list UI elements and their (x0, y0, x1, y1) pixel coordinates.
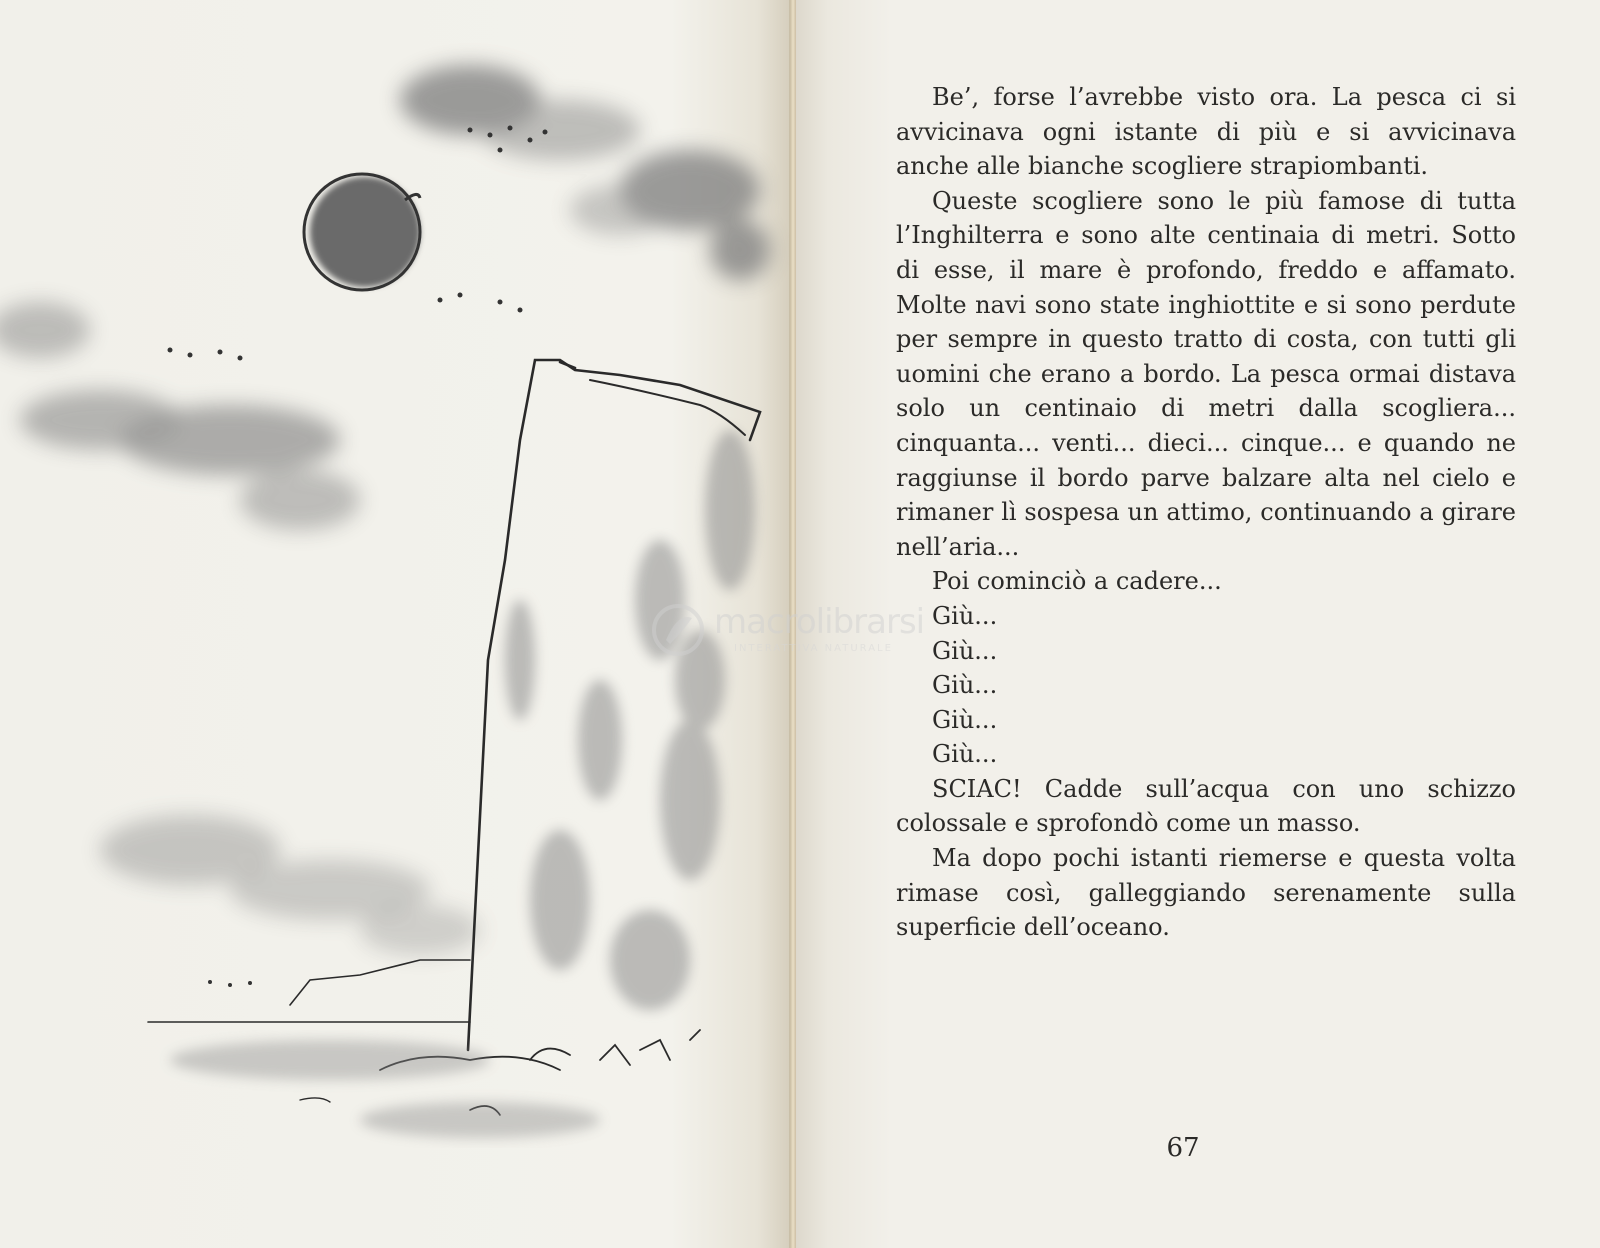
paragraph: Poi cominciò a cadere... (932, 567, 1222, 596)
paragraph: Be’, forse l’avrebbe visto ora. La pesca ci si avvicinava ogni istante di più e si avvicinava anche alle bianche scogliere strapiombanti. (896, 83, 1516, 181)
paragraph: SCIAC! Cadde sull’acqua con uno schizzo colossale e sprofondò come un masso. (896, 774, 1516, 838)
cliff-shading (505, 430, 755, 1010)
watermark (638, 598, 938, 668)
peach-icon (304, 174, 420, 290)
paragraph: Queste scogliere sono le più famose di tutta l’Inghilterra e sono alte centinaia di metri. Sotto di esse, il mare è profondo, freddo e affamato. Molte navi sono state inghiottite e si sono perdute per sempre in questo tratto di costa, con tutti gli uomini che erano a bordo. La pesca ormai distava solo un centinaio di metri dalla scogliera... cinquanta... venti... dieci... cinque... e quando ne raggiunse il bordo parve balzare alta nel cielo e rimaner lì sospesa un attimo, continuando a girare nell’aria... (896, 186, 1516, 561)
watermark-brand: macrolibrarsi (714, 602, 925, 642)
page-number: 67 (1166, 1133, 1200, 1163)
paragraph: Giù... (932, 636, 998, 665)
watermark-tagline: INTERATTIVA NATURALE (734, 643, 893, 654)
macrolibrarsi-logo-icon (648, 600, 708, 660)
paragraph: Giù... (932, 740, 998, 769)
paragraph: Giù... (932, 705, 998, 734)
story-text (896, 80, 1516, 945)
paragraph: Ma dopo pochi istanti riemerse e questa volta rimase così, galleggiando serenamente sulla superficie dell’oceano. (896, 844, 1516, 942)
paragraph: Giù... (932, 671, 998, 700)
paragraph: Giù... (932, 601, 998, 630)
